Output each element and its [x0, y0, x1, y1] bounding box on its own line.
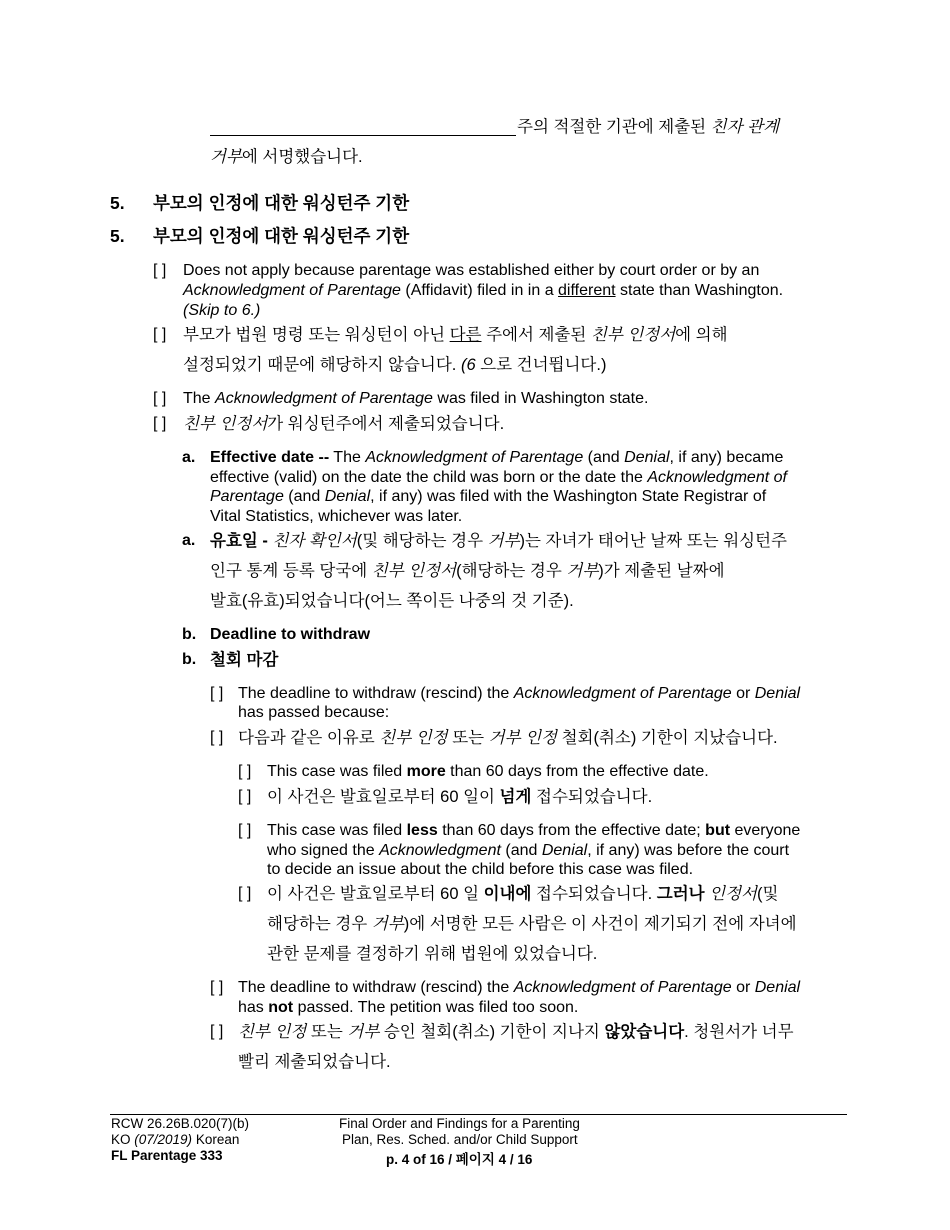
section-5-title-ko: 부모의 인정에 대한 워싱턴주 기한 — [153, 226, 410, 246]
opt1-ko-underline: 다른 — [449, 326, 482, 344]
footer-lang-date: (07/2019) — [134, 1132, 193, 1147]
less-ko-bold: 그러나 — [656, 885, 705, 903]
opt2-text: The — [183, 390, 216, 407]
less-ko-bold: 이내에 — [483, 885, 532, 903]
item-a-ko-line1 — [210, 531, 787, 551]
less-ko-text: 해당하는 경우 — [267, 915, 372, 933]
opt2-ko — [183, 414, 504, 434]
item-a-ko-text: )가 제출된 날짜에 — [598, 562, 725, 580]
opt1-en-line2 — [183, 281, 783, 301]
item-a-italic: Acknowledgment of — [647, 469, 787, 486]
top-text-italic: 친자 관계 — [710, 118, 780, 136]
item-a-italic: Denial — [624, 449, 670, 466]
item-a-ko-line2 — [210, 561, 725, 581]
item-b-letter: b. — [182, 626, 197, 643]
footer-divider — [110, 1114, 847, 1115]
passed-en-line2: has passed because: — [238, 704, 390, 721]
passed-italic: Denial — [754, 685, 801, 702]
less-text: , if any) was before the court — [587, 842, 790, 859]
item-a-en-line2 — [210, 468, 787, 488]
footer-lang-name: Korean — [192, 1132, 240, 1147]
checkbox-filed-washington[interactable]: [ ] — [153, 390, 167, 407]
footer-page-number: p. 4 of 16 / 페이지 4 / 16 — [386, 1152, 533, 1167]
section-5-title: 부모의 인정에 대한 워싱턴주 기한 — [153, 193, 410, 213]
passed-en-line1 — [238, 684, 800, 704]
less-ko-line1 — [267, 884, 778, 904]
section-5-heading-ko — [110, 226, 125, 246]
passed-ko-italic: 친부 인정 — [379, 729, 448, 747]
checkbox-more-than-60[interactable]: [ ] — [238, 763, 252, 780]
notpassed-ko-line2: 빨리 제출되었습니다. — [238, 1053, 391, 1071]
more-en — [267, 762, 709, 782]
checkbox-does-not-apply[interactable]: [ ] — [153, 262, 167, 279]
less-text: everyone — [730, 822, 801, 839]
passed-ko-text: 철회(취소) 기한이 지났습니다. — [557, 729, 778, 747]
checkbox-filed-washington-ko[interactable]: [ ] — [153, 415, 167, 432]
opt1-ko-italic: (6 — [460, 356, 476, 374]
item-b-title: Deadline to withdraw — [210, 626, 371, 643]
item-a-text: (and — [583, 449, 625, 466]
less-text: (and — [500, 842, 542, 859]
notpassed-ko-text: . 청원서가 너무 — [684, 1023, 794, 1041]
passed-text: The deadline to withdraw (rescind) the — [238, 685, 514, 702]
section-5-heading — [110, 193, 125, 213]
passed-italic: Acknowledgment of Parentage — [513, 685, 732, 702]
notpassed-ko-italic: 거부 — [347, 1023, 380, 1041]
less-en-line1 — [267, 821, 800, 841]
opt2-ko-text: 가 워싱턴주에서 제출되었습니다. — [267, 415, 505, 433]
notpassed-ko-bold: 않았습니다 — [604, 1023, 685, 1041]
opt1-text: state than Washington. — [615, 282, 784, 299]
item-a-ko-text: (및 해당하는 경우 — [356, 532, 488, 550]
less-ko-line3: 관한 문제를 결정하기 위해 법원에 있었습니다. — [267, 945, 598, 963]
item-a-italic: Acknowledgment of Parentage — [365, 449, 584, 466]
less-ko-italic: 인정서 — [704, 885, 757, 903]
item-a-italic: Parentage — [210, 488, 284, 505]
less-italic: Acknowledgment — [379, 842, 501, 859]
notpassed-text: passed. The petition was filed too soon. — [293, 999, 579, 1016]
passed-ko-text: 다음과 같은 이유로 — [238, 729, 380, 747]
item-a-italic: Denial — [324, 488, 371, 505]
item-a-en-line3 — [210, 487, 766, 507]
notpassed-italic: Denial — [754, 979, 801, 996]
checkbox-more-than-60-ko[interactable]: [ ] — [238, 788, 252, 805]
less-ko-italic: 거부 — [371, 915, 404, 933]
opt1-ko-line2 — [183, 355, 606, 375]
top-line-1 — [517, 117, 779, 137]
more-ko — [267, 787, 652, 807]
more-ko-text: 이 사건은 발효일로부터 60 일이 — [267, 788, 500, 806]
more-bold: more — [406, 763, 446, 780]
opt2-en — [183, 389, 648, 409]
item-b-title-ko: 철회 마감 — [210, 651, 279, 669]
notpassed-ko-line1 — [238, 1022, 794, 1042]
item-a-en-line1 — [210, 448, 783, 468]
footer-lang-code: KO — [111, 1132, 135, 1147]
signature-blank-line — [210, 135, 516, 136]
less-bold: but — [705, 822, 731, 839]
notpassed-bold: not — [268, 999, 294, 1016]
notpassed-en-line1 — [238, 978, 800, 998]
item-a-text: , if any) was filed with the Washington State Registrar of — [370, 488, 767, 505]
item-a-ko-line3: 발효(유효)되었습니다(어느 쪽이든 나중의 것 기준). — [210, 592, 574, 610]
footer-rcw: RCW 26.26B.020(7)(b) — [111, 1116, 250, 1131]
section-number: 5. — [110, 226, 125, 246]
less-ko-text: 접수되었습니다. — [531, 885, 657, 903]
passed-ko-text: 또는 — [447, 729, 489, 747]
opt1-en-line3 — [183, 301, 260, 321]
footer-title-line1: Final Order and Findings for a Parenting — [339, 1116, 580, 1131]
less-italic: Denial — [541, 842, 588, 859]
item-a-letter-ko: a. — [182, 532, 196, 549]
item-a-ko-italic: 친부 인정서 — [371, 562, 457, 580]
more-ko-text: 접수되었습니다. — [531, 788, 653, 806]
item-a-text: effective (valid) on the date the child was born or the date the — [210, 469, 648, 486]
passed-ko — [238, 728, 778, 748]
checkbox-deadline-passed[interactable]: [ ] — [210, 685, 224, 702]
opt1-ko-text: 주에서 제출된 — [481, 326, 591, 344]
item-a-ko-text: (해당하는 경우 — [456, 562, 567, 580]
opt2-italic: Acknowledgment of Parentage — [215, 390, 433, 407]
item-a-label: Effective date -- — [210, 449, 330, 466]
opt1-ko-text: 으로 건너뜁니다.) — [475, 356, 607, 374]
item-a-text: (and — [283, 488, 325, 505]
less-bold: less — [406, 822, 438, 839]
notpassed-ko-text: 승인 철회(취소) 기한이 지나지 — [379, 1023, 605, 1041]
opt1-text: (Affidavit) filed in in a — [400, 282, 559, 299]
item-a-ko-label: 유효일 - — [210, 532, 268, 550]
footer-title-line2: Plan, Res. Sched. and/or Child Support — [342, 1132, 578, 1147]
more-text: This case was filed — [267, 763, 407, 780]
item-a-ko-italic: 거부 — [487, 532, 520, 550]
less-ko-text: )에 서명한 모든 사람은 이 사건이 제기되기 전에 자녀에 — [403, 915, 797, 933]
opt1-en-line1: Does not apply because parentage was established either by court order or by an — [183, 262, 760, 279]
less-ko-text: 이 사건은 발효일로부터 60 일 — [267, 885, 484, 903]
section-number: 5. — [110, 193, 125, 213]
checkbox-deadline-not-passed-ko[interactable]: [ ] — [210, 1023, 224, 1040]
passed-ko-italic: 거부 인정 — [488, 729, 557, 747]
opt1-ko-line1 — [183, 325, 728, 345]
opt2-ko-italic: 친부 인정서 — [183, 415, 268, 433]
item-a-text: The — [329, 449, 366, 466]
checkbox-less-than-60-ko[interactable]: [ ] — [238, 885, 252, 902]
item-a-letter: a. — [182, 449, 196, 466]
item-a-ko-text: 인구 통계 등록 당국에 — [210, 562, 372, 580]
top-line-2 — [210, 147, 363, 167]
opt1-underline: different — [558, 282, 616, 299]
opt2-text: was filed in Washington state. — [432, 390, 649, 407]
top-text-italic: 거부 — [210, 148, 242, 166]
notpassed-text: has — [238, 999, 269, 1016]
footer-form-id: FL Parentage 333 — [111, 1148, 223, 1163]
item-a-text: , if any) became — [669, 449, 784, 466]
less-ko-line2 — [267, 914, 797, 934]
opt1-ko-text: 부모가 법원 명령 또는 워싱턴이 아닌 — [183, 326, 450, 344]
checkbox-deadline-passed-ko[interactable]: [ ] — [210, 729, 224, 746]
more-text: than 60 days from the effective date. — [445, 763, 709, 780]
less-ko-text: (및 — [757, 885, 779, 903]
checkbox-less-than-60[interactable]: [ ] — [238, 822, 252, 839]
notpassed-ko-text: 또는 — [306, 1023, 348, 1041]
opt1-skip: (Skip to 6.) — [183, 302, 261, 319]
top-text: 주의 적절한 기관에 제출된 — [517, 118, 711, 136]
notpassed-italic: Acknowledgment of Parentage — [513, 979, 732, 996]
more-ko-bold: 넘게 — [499, 788, 532, 806]
opt1-italic: Acknowledgment of Parentage — [183, 282, 401, 299]
opt1-ko-text: 에 의해 — [675, 326, 728, 344]
item-a-en-line4: Vital Statistics, whichever was later. — [210, 508, 463, 525]
footer-language — [111, 1132, 239, 1148]
less-text: than 60 days from the effective date; — [437, 822, 706, 839]
notpassed-en-line2 — [238, 998, 578, 1018]
checkbox-does-not-apply-ko[interactable]: [ ] — [153, 326, 167, 343]
top-text: 에 서명했습니다. — [241, 148, 363, 166]
passed-text: or — [731, 685, 755, 702]
item-b-letter-ko: b. — [182, 651, 197, 668]
notpassed-ko-italic: 친부 인정 — [238, 1023, 307, 1041]
checkbox-deadline-not-passed[interactable]: [ ] — [210, 979, 224, 996]
opt1-ko-italic: 친부 인정서 — [590, 326, 676, 344]
item-a-ko-text: )는 자녀가 태어난 날짜 또는 워싱턴주 — [519, 532, 788, 550]
less-text: This case was filed — [267, 822, 407, 839]
item-a-ko-italic: 거부 — [566, 562, 599, 580]
opt1-ko-text: 설정되었기 때문에 해당하지 않습니다. — [183, 356, 461, 374]
item-a-ko-italic: 친자 확인서 — [267, 532, 357, 550]
less-en-line3: to decide an issue about the child before this case was filed. — [267, 861, 694, 878]
less-text: who signed the — [267, 842, 380, 859]
notpassed-text: or — [731, 979, 755, 996]
notpassed-text: The deadline to withdraw (rescind) the — [238, 979, 514, 996]
less-en-line2 — [267, 841, 789, 861]
